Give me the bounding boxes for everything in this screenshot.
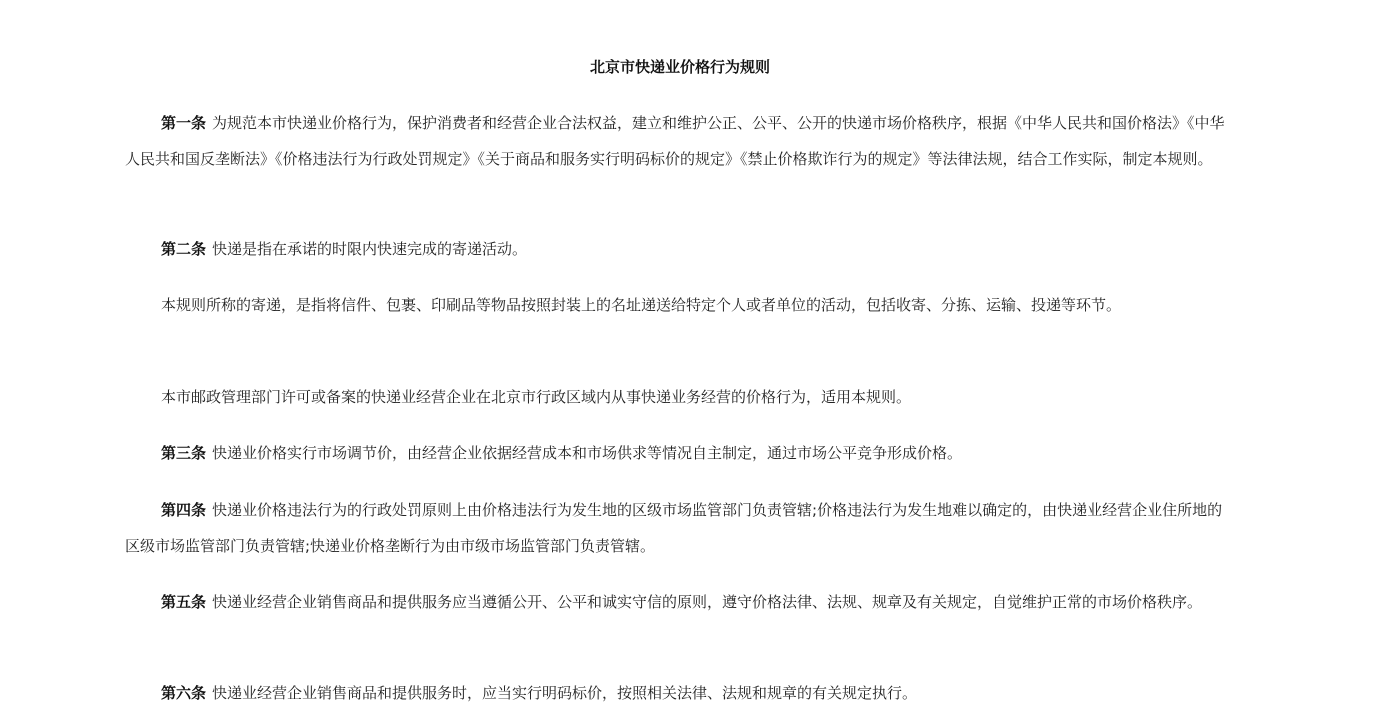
paragraph-text: 为规范本市快递业价格行为，保护消费者和经营企业合法权益，建立和维护公正、公平、公开的快递市场价格秩序，根据《中华人民共和国价格法》《中华人民共和国反垄断法》《价格违法行为行政处罚规定》《关于商品和服务实行明码标价的规定》《禁止价格欺诈行为的规定》等法律法规，结合工作实际，制定本规则。 bbox=[125, 114, 1225, 168]
document-title: 北京市快递业价格行为规则 bbox=[589, 58, 770, 76]
paragraph-text: 快递业经营企业销售商品和提供服务时，应当实行明码标价，按照相关法律、法规和规章的有关规定执行。 bbox=[212, 684, 918, 702]
paragraph-text: 快递是指在承诺的时限内快速完成的寄递活动。 bbox=[212, 240, 528, 258]
article-number: 第六条 bbox=[161, 684, 207, 702]
paragraph-article-4 bbox=[125, 492, 1235, 564]
article-number: 第一条 bbox=[161, 114, 207, 132]
paragraph-text: 快递业经营企业销售商品和提供服务应当遵循公开、公平和诚实守信的原则，遵守价格法律、法规、规章及有关规定，自觉维护正常的市场价格秩序。 bbox=[212, 593, 1203, 611]
paragraph-text: 本规则所称的寄递，是指将信件、包裹、印刷品等物品按照封装上的名址递送给特定个人或者单位的活动，包括收寄、分拣、运输、投递等环节。 bbox=[161, 296, 1122, 314]
article-number: 第三条 bbox=[161, 444, 207, 462]
paragraph-article-1 bbox=[125, 105, 1235, 177]
paragraph-text: 快递业价格违法行为的行政处罚原则上由价格违法行为发生地的区级市场监管部门负责管辖;价格违法行为发生地难以确定的，由快递业经营企业住所地的区级市场监管部门负责管辖;快递业价格垄断行为由市级市场监管部门负责管辖。 bbox=[125, 501, 1223, 555]
paragraph-article-3 bbox=[125, 435, 1235, 471]
paragraph-article-5 bbox=[125, 584, 1235, 620]
paragraph-scope bbox=[125, 379, 1235, 415]
article-number: 第四条 bbox=[161, 501, 207, 519]
article-number: 第二条 bbox=[161, 240, 207, 258]
paragraph-text: 快递业价格实行市场调节价，由经营企业依据经营成本和市场供求等情况自主制定，通过市场公平竞争形成价格。 bbox=[212, 444, 963, 462]
paragraph-text: 本市邮政管理部门许可或备案的快递业经营企业在北京市行政区域内从事快递业务经营的价格行为，适用本规则。 bbox=[161, 388, 912, 406]
paragraph-article-6 bbox=[125, 675, 1235, 711]
paragraph-article-2 bbox=[125, 231, 1235, 267]
paragraph-definition bbox=[125, 287, 1235, 323]
article-number: 第五条 bbox=[161, 593, 207, 611]
